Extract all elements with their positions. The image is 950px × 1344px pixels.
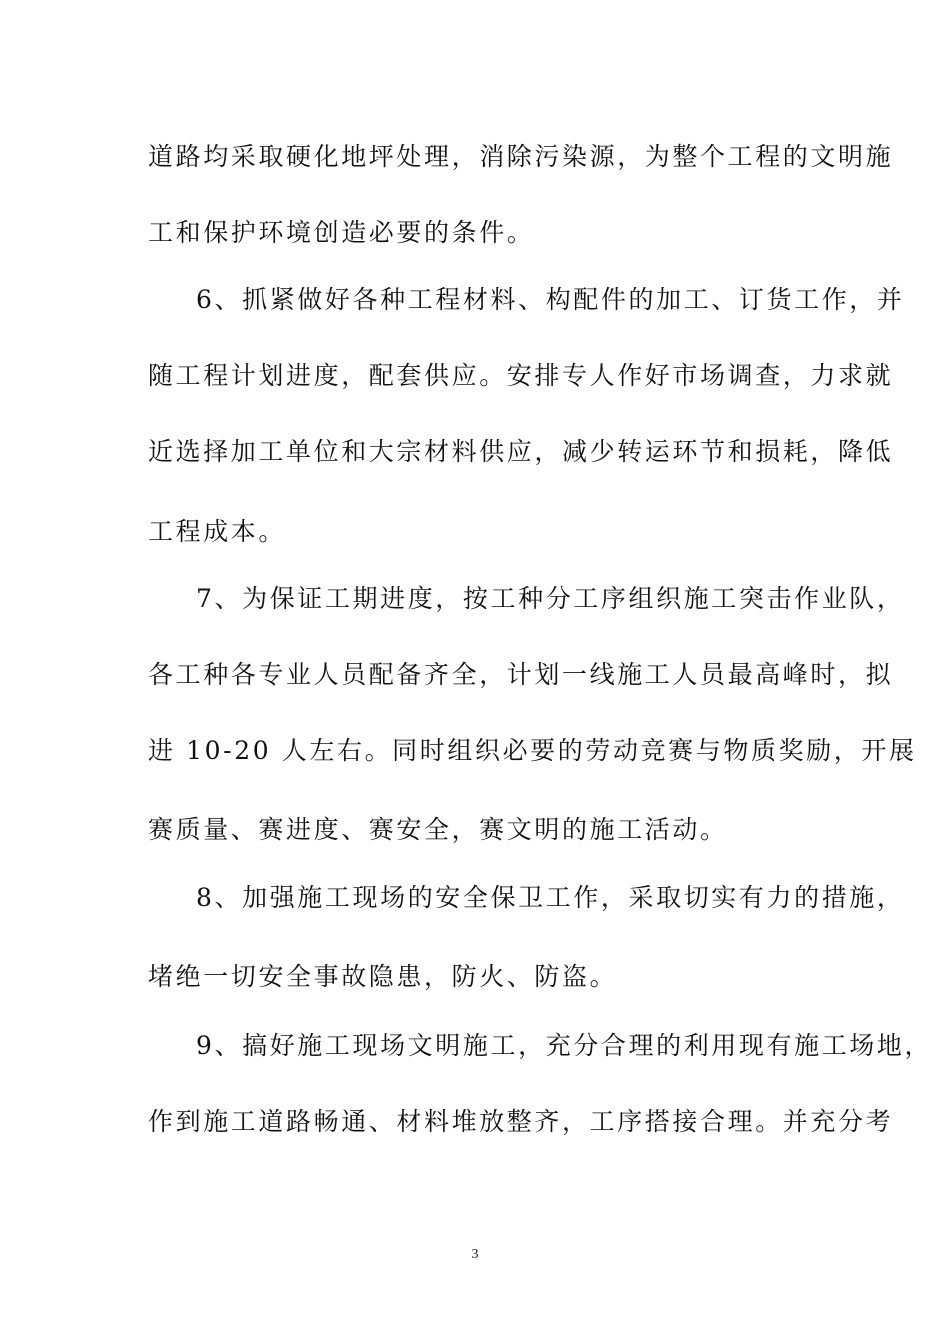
paragraph-7-start: 7、为保证工期进度，按工种分工序组织施工突击作业队， bbox=[196, 584, 905, 613]
text-line: 道路均采取硬化地坪处理，消除污染源，为整个工程的文明施 bbox=[148, 142, 894, 171]
paragraph-8-start: 8、加强施工现场的安全保卫工作，采取切实有力的措施， bbox=[196, 883, 905, 912]
text-line: 近选择加工单位和大宗材料供应，减少转运环节和损耗，降低 bbox=[148, 437, 894, 466]
page-number: 3 bbox=[471, 1247, 479, 1262]
paragraph-6-start: 6、抓紧做好各种工程材料、构配件的加工、订货工作，并 bbox=[196, 285, 905, 314]
text-line: 随工程计划进度，配套供应。安排专人作好市场调查，力求就 bbox=[148, 361, 894, 390]
text-line: 进 10-20 人左右。同时组织必要的劳动竞赛与物质奖励，开展 bbox=[148, 736, 917, 765]
text-line: 各工种各专业人员配备齐全，计划一线施工人员最高峰时，拟 bbox=[148, 660, 894, 689]
text-line: 工和保护环境创造必要的条件。 bbox=[148, 218, 535, 247]
text-line: 工程成本。 bbox=[148, 517, 287, 546]
text-line: 堵绝一切安全事故隐患，防火、防盗。 bbox=[148, 962, 618, 991]
text-line: 作到施工道路畅通、材料堆放整齐，工序搭接合理。并充分考 bbox=[148, 1107, 894, 1136]
text-line: 赛质量、赛进度、赛安全，赛文明的施工活动。 bbox=[148, 815, 728, 844]
paragraph-9-start: 9、搞好施工现场文明施工，充分合理的利用现有施工场地， bbox=[196, 1031, 933, 1060]
